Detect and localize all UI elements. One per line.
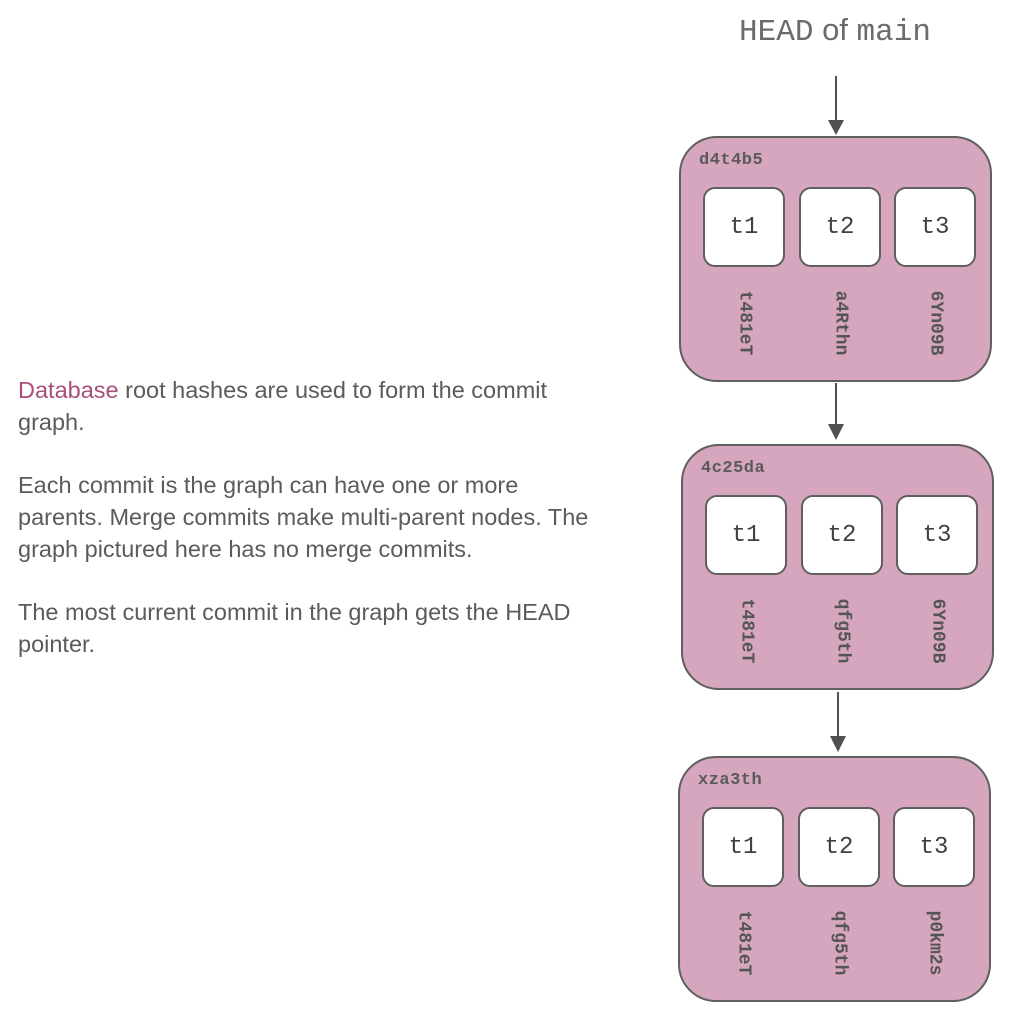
commit-hash: d4t4b5 (699, 151, 764, 170)
table-hash-label: p0km2s (924, 910, 944, 976)
table-box-t2: t2 (799, 187, 881, 267)
table-box-t3: t3 (896, 495, 978, 575)
table-hash-t2 (798, 903, 880, 983)
commit-node (678, 756, 991, 1002)
commit-node (681, 444, 994, 690)
commit-node (679, 136, 992, 382)
table-box-t2: t2 (798, 807, 880, 887)
table-box-t1: t1 (705, 495, 787, 575)
head-pointer-label (690, 12, 980, 50)
table-box-t2: t2 (801, 495, 883, 575)
paragraph-root-hashes-rest: root hashes are used to form the commit graph. (18, 377, 548, 435)
table-hash-t2 (799, 283, 881, 363)
table-hash-t1 (702, 903, 784, 983)
table-box-t3: t3 (894, 187, 976, 267)
table-hash-label: t481eT (733, 910, 753, 976)
head-arrow (828, 76, 844, 135)
paragraph-parents: Each commit is the graph can have one or more parents. Merge commits make multi-parent nodes. The graph pictured here has no merge commits. (18, 472, 589, 562)
commit-hash: 4c25da (701, 459, 766, 478)
table-hash-label: 6Yn09B (925, 290, 945, 356)
table-box-t3: t3 (893, 807, 975, 887)
table-box-t1: t1 (703, 187, 785, 267)
parent-arrow-1 (828, 383, 844, 440)
table-hash-t2 (801, 591, 883, 671)
table-hash-label: a4Rthn (830, 290, 850, 356)
head-of-word: of (822, 12, 848, 47)
parent-arrow-2 (830, 692, 846, 752)
table-hash-label: t481eT (734, 290, 754, 356)
database-link-text: Database (18, 377, 119, 403)
commit-hash: xza3th (698, 771, 763, 790)
head-keyword: HEAD (739, 15, 814, 50)
paragraph-head-pointer: The most current commit in the graph gets the HEAD pointer. (18, 599, 571, 657)
table-hash-t1 (705, 591, 787, 671)
table-hash-t3 (893, 903, 975, 983)
table-hash-t3 (894, 283, 976, 363)
paragraph-root-hashes (18, 374, 598, 438)
table-hash-label: 6Yn09B (927, 598, 947, 664)
description-text (18, 374, 598, 691)
table-box-t1: t1 (702, 807, 784, 887)
table-hash-label: qfg5th (832, 598, 852, 664)
branch-name: main (856, 15, 931, 50)
table-hash-t1 (703, 283, 785, 363)
table-hash-label: qfg5th (829, 910, 849, 976)
table-hash-t3 (896, 591, 978, 671)
table-hash-label: t481eT (736, 598, 756, 664)
